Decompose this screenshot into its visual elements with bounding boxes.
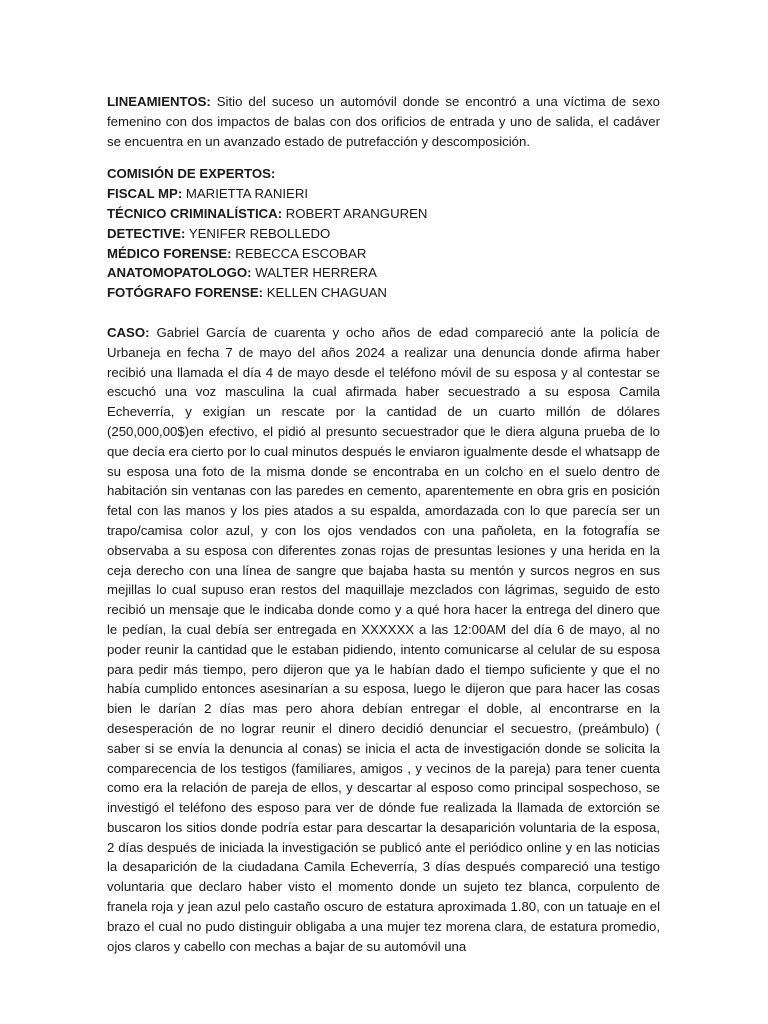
member-name: YENIFER REBOLLEDO — [185, 225, 331, 241]
comision-member-anatomopatologo — [107, 263, 660, 283]
member-name: REBECCA ESCOBAR — [231, 245, 367, 261]
member-role: TÉCNICO CRIMINALÍSTICA: — [107, 205, 283, 221]
member-role: FISCAL MP: — [107, 186, 183, 202]
caso-label: CASO: — [107, 324, 150, 340]
caso-text: Gabriel García de cuarenta y ocho años de edad compareció ante la policía de Urbaneja en fecha 7 de mayo del años 2024 a realizar una denuncia donde afirma haber recibió una llamada el día 4 de mayo desde el teléfono móvil de su esposa y al contestar se escuchó una voz masculina la cual afirmada haber secuestrado a su esposa Camila Echeverría, y exigían un rescate por la cantidad de un cuarto millón de dólares (250,000,00$)en efectivo, el pidió al presunto secuestrador que le diera alguna prueba de lo que decía era cierto por lo cual minutos después le enviaron igualmente desde el whatsapp de su esposa una foto de la misma donde se encontraba en un colcho en el suelo dentro de habitación sin ventanas con las paredes en cemento, aparentemente en obra gris en posición fetal con las manos y los pies atados a su espalda, amordazada con lo que parecía ser un trapo/camisa color azul, y con los ojos vendados con una pañoleta, en la fotografía se observaba a su esposa con diferentes zonas rojas de presuntas lesiones y una herida en la ceja derecho con una línea de sangre que bajaba hasta su mentón y surcos negros en sus mejillas lo cual supuso eran restos del maquillaje mezclados con lágrimas, seguido de esto recibió un mensaje que le indicaba donde como y a qué hora hacer la entrega del dinero que le pedían, la cual debía ser entregada en XXXXXX a las 12:00AM del día 6 de mayo, al no poder reunir la cantidad que le estaban pidiendo, intento comunicarse al celular de su esposa para pedir más tiempo, pero dijeron que ya le habían dado el tiempo suficiente y que el no había cumplido entonces asesinarían a su esposa, luego le dijeron que para hacer las cosas bien le darían 2 días mas pero ahora debían entregar el doble, al encontrarse en la desesperación de no lograr reunir el dinero decidió denunciar el secuestro, (preámbulo) ( saber si se envía la denuncia al conas) se inicia el acta de investigación donde se solicita la comparecencia de los testigos (familiares, amigos , y vecinos de la pareja) para tener cuenta como era la relación de pareja de ellos, y descartar al esposo como principal sospechoso, se investigó el teléfono des esposo para ver de dónde fue realizada la llamada de extorción se buscaron los sitios donde podría estar para descartar la desaparición voluntaria de la esposa, 2 días después de iniciada la investigación se publicó ante el periódico online y en las noticias la desaparición de la ciudadana Camila Echeverría, 3 días después compareció una testigo voluntaria que declaro haber visto el momento donde un sujeto tez blanca, corpulento de franela roja y jean azul pelo castaño oscuro de estatura aproximada 1.80, con un tatuaje en el brazo el cual no pudo distinguir obligaba a una mujer tez morena clara, de estatura promedio, ojos claros y cabello con mechas a bajar de su automóvil una — [107, 324, 660, 954]
lineamientos-label: LINEAMIENTOS: — [107, 94, 211, 109]
member-name: MARIETTA RANIERI — [182, 186, 309, 202]
member-name: ROBERT ARANGUREN — [282, 205, 428, 221]
comision-member-fiscal — [107, 184, 660, 204]
member-role: FOTÓGRAFO FORENSE: — [107, 285, 264, 301]
member-name: KELLEN CHAGUAN — [263, 285, 387, 301]
member-name: WALTER HERRERA — [251, 265, 377, 281]
caso-paragraph — [107, 323, 660, 957]
member-role: ANATOMOPATOLOGO: — [107, 265, 252, 281]
member-role: DETECTIVE: — [107, 225, 186, 241]
comision-member-fotografo — [107, 283, 660, 303]
lineamientos-paragraph — [107, 92, 660, 151]
comision-member-tecnico — [107, 204, 660, 224]
member-role: MÉDICO FORENSE: — [107, 245, 232, 261]
comision-heading: COMISIÓN DE EXPERTOS: — [107, 166, 276, 182]
document-page — [107, 92, 660, 956]
comision-member-detective — [107, 224, 660, 244]
lineamientos-text: Sitio del suceso un automóvil donde se encontró a una víctima de sexo femenino con dos impactos de balas con dos orificios de entrada y uno de salida, el cadáver se encuentra en un avanzado estado de putrefacción y descomposición. — [107, 94, 660, 149]
comision-expertos-block — [107, 164, 660, 303]
comision-member-medico — [107, 244, 660, 264]
